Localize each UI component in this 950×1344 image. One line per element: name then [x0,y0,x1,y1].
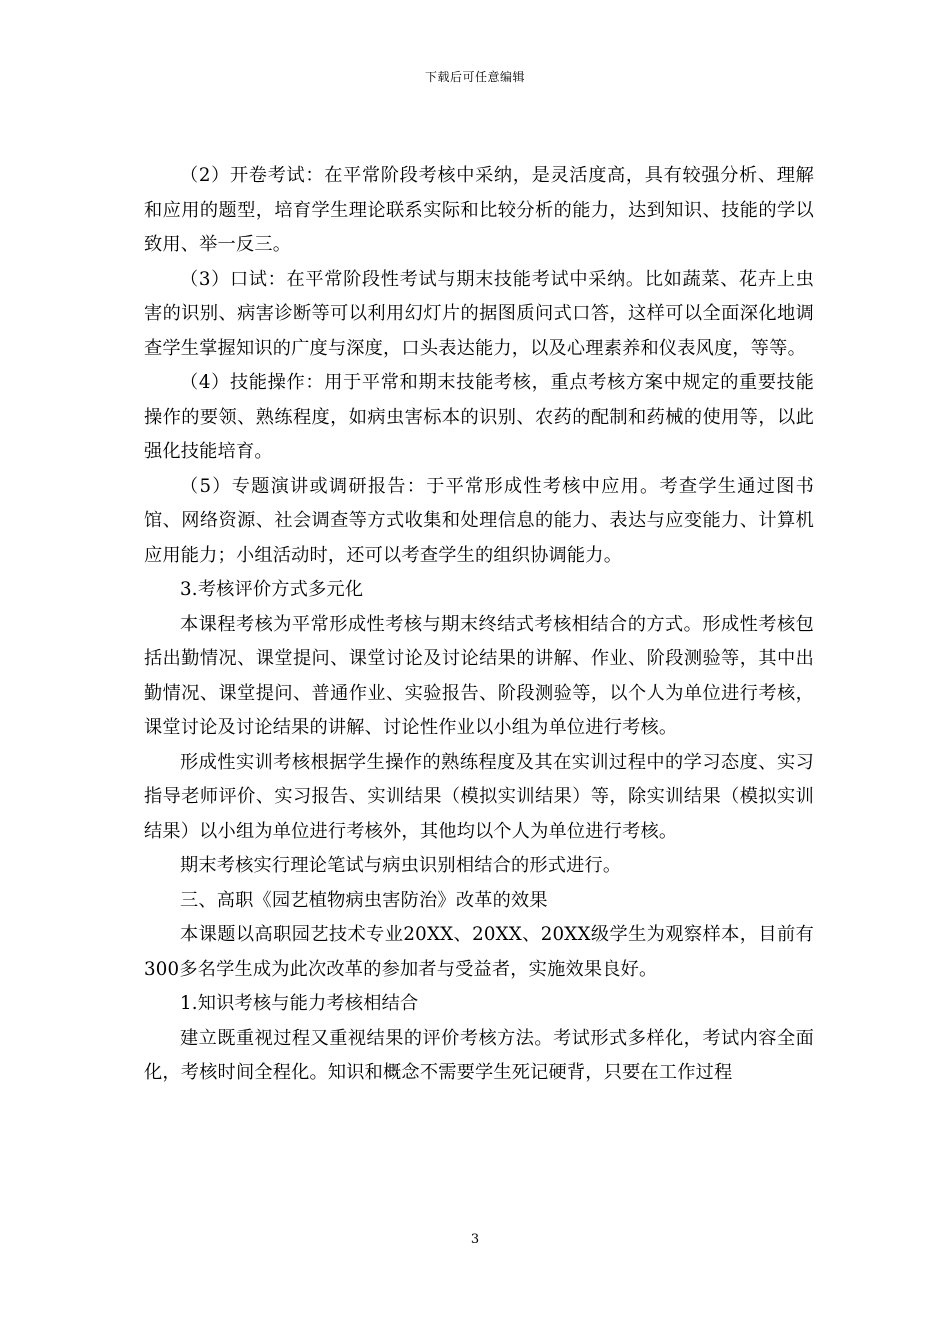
body-content [144,159,814,1091]
paragraph-open-book-exam: （2）开卷考试：在平常阶段考核中采纳，是灵活度高，具有较强分析、理解和应用的题型，培育学生理论联系实际和比较分析的能力，达到知识、技能的学以致用、举一反三。 [144,165,814,255]
section-heading-reform-effects: 三、高职《园艺植物病虫害防治》改革的效果 [180,889,548,911]
paragraph-presentation-report: （5）专题演讲或调研报告：于平常形成性考核中应用。考查学生通过图书馆、网络资源、社会调查等方式收集和处理信息的能力、表达与应变能力、计算机应用能力；小组活动时，还可以考查学生的组织协调能力。 [144,475,814,566]
section-heading-knowledge-ability: 1.知识考核与能力考核相结合 [180,993,419,1014]
paragraph-oral-exam: （3）口试：在平常阶段性考试与期末技能考试中采纳。比如蔬菜、花卉上虫害的识别、病害诊断等可以利用幻灯片的据图质问式口答，这样可以全面深化地调查学生掌握知识的广度与深度，口头表达能力，以及心理素养和仪表风度，等等。 [144,268,814,359]
paragraph-sample-description: 本课题以高职园艺技术专业20XX、20XX、20XX级学生为观察样本，目前有300多名学生成为此次改革的参加者与受益者，实施效果良好。 [144,924,814,980]
page-header: 下载后可任意编辑 [424,70,525,84]
paragraph-skill-operation: （4）技能操作：用于平常和期末技能考核，重点考核方案中规定的重要技能操作的要领、熟练程度，如病虫害标本的识别、农药的配制和药械的使用等，以此强化技能培育。 [144,372,814,462]
paragraph-practical-assessment: 形成性实训考核根据学生操作的熟练程度及其在实训过程中的学习态度、实习指导老师评价、实习报告、实训结果（模拟实训结果）等，除实训结果（模拟实训结果）以小组为单位进行考核外，其他均以个人为单位进行考核。 [144,751,814,842]
paragraph-final-exam: 期末考核实行理论笔试与病虫识别相结合的形式进行。 [180,855,622,876]
paragraph-course-assessment: 本课程考核为平常形成性考核与期末终结式考核相结合的方式。形成性考核包括出勤情况、课堂提问、课堂讨论及讨论结果的讲解、作业、阶段测验等，其中出勤情况、课堂提问、普通作业、实验报告、阶段测验等，以个人为单位进行考核，课堂讨论及讨论结果的讲解、讨论性作业以小组为单位进行考核。 [144,613,814,738]
paragraph-evaluation-method: 建立既重视过程又重视结果的评价考核方法。考试形式多样化，考试内容全面化，考核时间全程化。知识和概念不需要学生死记硬背，只要在工作过程 [144,1027,814,1083]
page-number: 3 [470,1232,480,1247]
section-heading-evaluation-diversified: 3.考核评价方式多元化 [180,579,364,600]
